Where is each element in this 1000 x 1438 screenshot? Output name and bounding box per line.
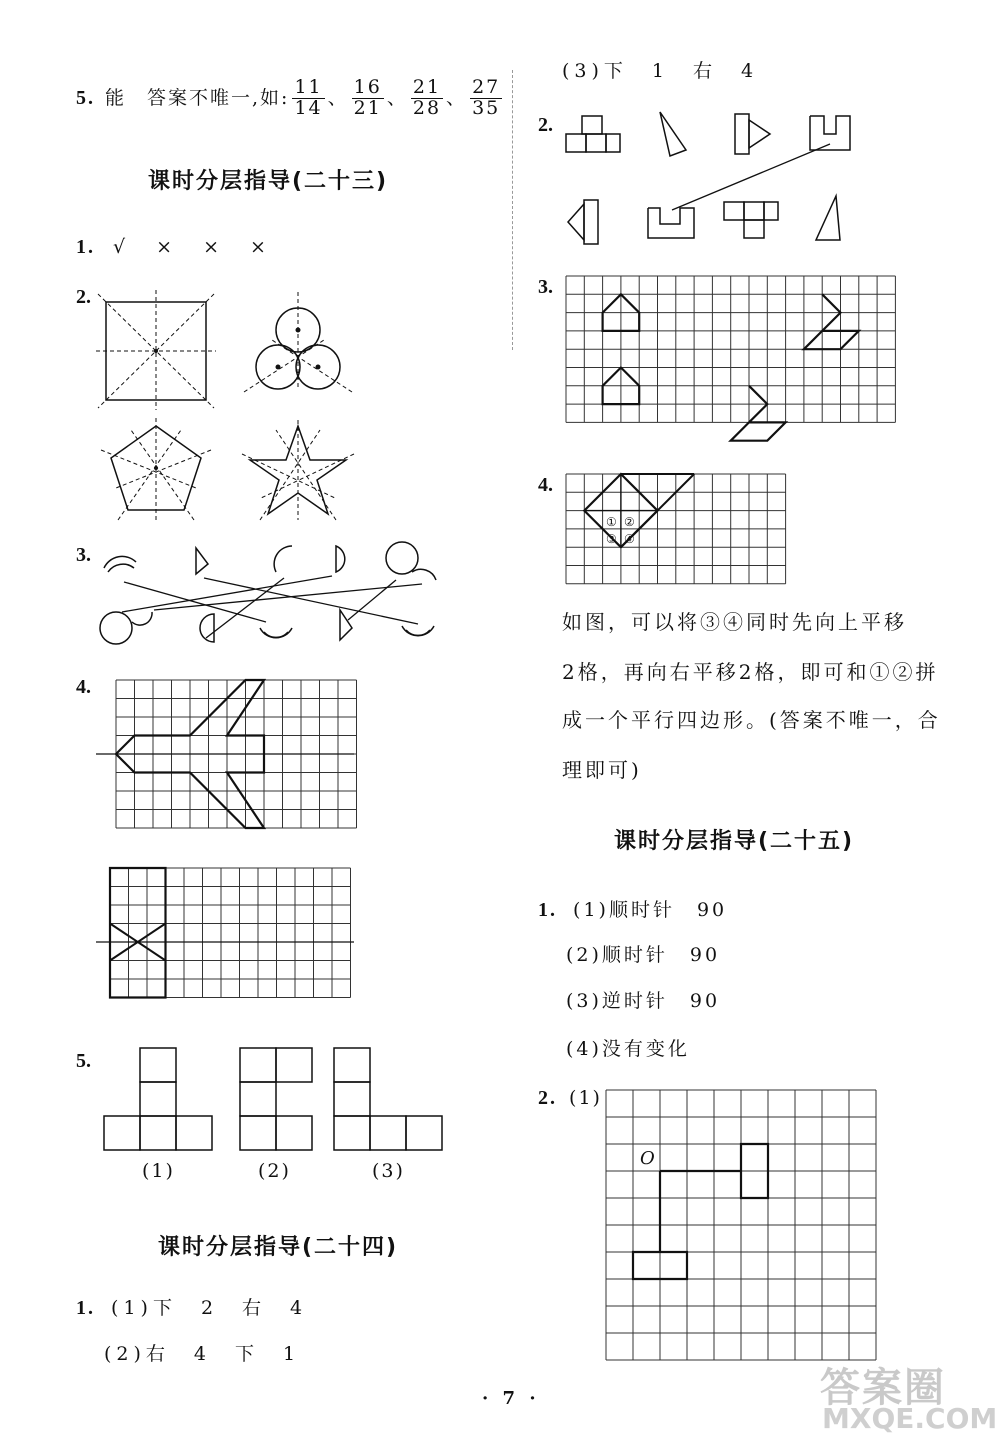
square-symmetry-figure bbox=[96, 290, 226, 410]
fraction-1: $\frac{11}{14}$ bbox=[294, 76, 323, 119]
rectangle-shape bbox=[110, 868, 166, 998]
cell-label-4: ④ bbox=[624, 532, 635, 546]
fraction-3: $\frac{21}{28}$ bbox=[412, 76, 442, 119]
page-number: · 7 · bbox=[482, 1388, 540, 1409]
q1-marks: √ × × × bbox=[113, 236, 272, 258]
s24-q1-line2: (2)右 4 下 1 bbox=[104, 1343, 301, 1365]
cube-views-figure bbox=[100, 1044, 450, 1154]
question-number: 4. bbox=[538, 474, 553, 496]
question-number: 1. bbox=[538, 899, 557, 921]
question-number: 3. bbox=[76, 544, 91, 566]
question-number: 3. bbox=[538, 276, 553, 298]
arrow-grid-figure bbox=[96, 678, 356, 846]
answer-text: (1)下 2 右 4 bbox=[111, 1297, 308, 1319]
rotation-grid-figure bbox=[604, 1088, 876, 1358]
explanation-line-3: 成一个平行四边形。(答案不唯一，合 bbox=[562, 708, 941, 732]
s25-q1-item-1 bbox=[538, 900, 727, 920]
sub-question: (1) bbox=[569, 1087, 602, 1109]
question-number: 2. bbox=[76, 286, 91, 308]
question-number: 2. bbox=[538, 1087, 557, 1109]
separator: 、 bbox=[386, 86, 408, 109]
star-symmetry-figure bbox=[240, 420, 360, 520]
s25-q2-heading bbox=[538, 1088, 602, 1108]
separator: 、 bbox=[327, 86, 349, 109]
question-number: 1. bbox=[76, 1297, 95, 1319]
cell-label-3: ③ bbox=[606, 532, 617, 546]
parallelogram-grid-figure bbox=[564, 472, 798, 588]
fraction-2: $\frac{16}{21}$ bbox=[353, 76, 382, 119]
pentagon-symmetry-figure bbox=[96, 418, 221, 523]
section-24-title: 课时分层指导(二十四) bbox=[158, 1235, 399, 1260]
cell-label-1: ① bbox=[606, 515, 617, 529]
s24-q1-line1 bbox=[76, 1298, 307, 1318]
explanation-line-4: 理即可) bbox=[562, 758, 642, 782]
label-1: (1) bbox=[142, 1160, 175, 1182]
shape-matching-figure bbox=[560, 104, 860, 254]
question-number: 5. bbox=[76, 1050, 91, 1072]
question-number: 1. bbox=[76, 236, 95, 258]
question-number: 2. bbox=[538, 114, 553, 136]
s24-q1-line3: (3)下 1 右 4 bbox=[562, 60, 759, 82]
q5-answer-text: 能 答案不唯一,如: bbox=[105, 86, 290, 109]
translation-grid-figure bbox=[564, 274, 896, 436]
boat-shape-1 bbox=[804, 294, 859, 349]
boat-shape-2 bbox=[731, 386, 786, 441]
label-2: (2) bbox=[258, 1160, 291, 1182]
s23-q1 bbox=[76, 237, 272, 257]
label-3: (3) bbox=[372, 1160, 405, 1182]
column-divider bbox=[512, 70, 514, 350]
question-number: 5. bbox=[76, 87, 95, 110]
q5-answer-line bbox=[76, 78, 505, 119]
s25-q1-item-4: (4)没有变化 bbox=[566, 1038, 690, 1060]
separator: 、 bbox=[446, 86, 468, 109]
matching-halves-figure bbox=[96, 540, 446, 650]
three-circles-figure bbox=[244, 292, 354, 407]
explanation-line-1: 如图，可以将③④同时先向上平移 bbox=[562, 610, 907, 634]
explanation-line-2: 2格，再向右平移2格，即可和①②拼 bbox=[562, 660, 939, 684]
watermark-brand: 答案圈 bbox=[820, 1365, 946, 1411]
answer-text: (1)顺时针 90 bbox=[573, 899, 728, 921]
cell-label-2: ② bbox=[624, 515, 635, 529]
watermark-url: MXQE.COM bbox=[822, 1402, 998, 1435]
question-number: 4. bbox=[76, 676, 91, 698]
s25-q1-item-2: (2)顺时针 90 bbox=[566, 944, 721, 966]
cross-grid-figure bbox=[96, 866, 356, 1034]
fraction-4: $\frac{27}{35}$ bbox=[472, 76, 501, 119]
s25-q1-item-3: (3)逆时针 90 bbox=[566, 990, 721, 1012]
section-25-title: 课时分层指导(二十五) bbox=[614, 829, 855, 854]
section-23-title: 课时分层指导(二十三) bbox=[148, 169, 389, 194]
origin-label: O bbox=[640, 1148, 655, 1169]
